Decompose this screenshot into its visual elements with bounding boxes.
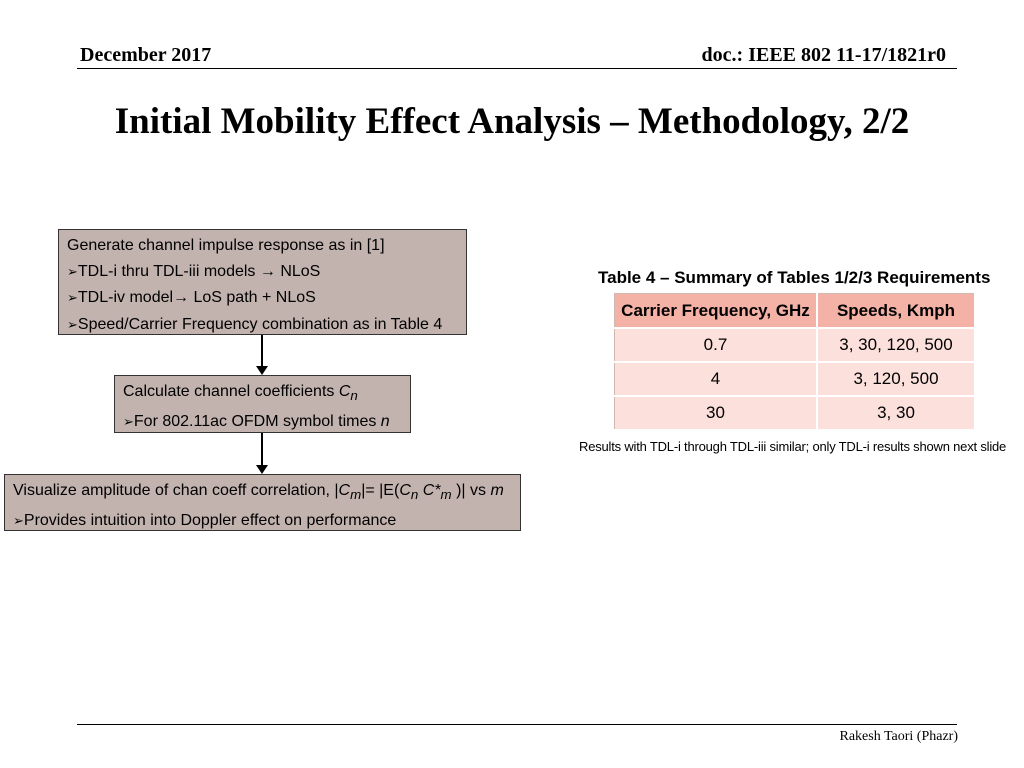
sub-n: n — [350, 388, 358, 404]
flow-box-calculate — [114, 375, 411, 433]
flow-box-visualize-line-1 — [13, 478, 512, 508]
flow-box-generate-line-3 — [67, 285, 458, 312]
cell-frequency: 0.7 — [615, 328, 818, 362]
bullet-arrow-icon: ➢ — [67, 264, 78, 280]
los-text: LoS path + NLoS — [189, 289, 316, 306]
cell-speeds: 3, 120, 500 — [817, 362, 975, 396]
sub-m-star: m — [440, 487, 452, 503]
arrow-head-icon — [256, 465, 268, 474]
tdl-models-text: TDL-i thru TDL-iii models → NLoS — [77, 262, 321, 280]
flow-arrow-2 — [261, 433, 263, 467]
table-title: Table 4 – Summary of Tables 1/2/3 Requirements — [598, 268, 991, 287]
table-row — [615, 396, 976, 430]
header-carrier-frequency: Carrier Frequency, GHz — [615, 294, 818, 329]
bullet-arrow-icon: ➢ — [13, 513, 24, 529]
bullet-arrow-icon: ➢ — [67, 317, 78, 333]
requirements-table — [614, 293, 976, 431]
right-arrow-icon: → — [173, 289, 190, 306]
var-c-star: C* — [418, 482, 441, 499]
table-row — [615, 328, 976, 362]
var-c-n: C — [399, 482, 411, 499]
arrow-head-icon — [256, 366, 268, 375]
calc-text: Calculate channel coefficients — [123, 383, 339, 400]
flow-box-generate-line-2 — [67, 259, 458, 286]
bullet-arrow-icon: ➢ — [123, 414, 134, 430]
flow-box-calculate-line-2 — [123, 409, 402, 436]
var-m: m — [490, 482, 504, 499]
flow-box-visualize — [4, 474, 521, 531]
ofdm-text: For 802.11ac OFDM symbol times — [133, 412, 381, 430]
var-n: n — [380, 412, 390, 430]
sub-m: m — [350, 487, 362, 503]
var-c-m: C — [338, 482, 351, 499]
vs-text: )| vs — [451, 482, 491, 499]
table-header-row — [615, 294, 976, 329]
speed-freq-text: Speed/Carrier Frequency combination as in Table 4 — [77, 315, 443, 333]
flow-box-calculate-line-1 — [123, 379, 402, 409]
footer-divider — [77, 724, 957, 725]
flow-arrow-1 — [261, 335, 263, 368]
slide-title: Initial Mobility Effect Analysis – Methodology, 2/2 — [114, 101, 910, 142]
flow-box-generate-line-1: Generate channel impulse response as in [1] — [67, 237, 385, 254]
sub-n: n — [410, 487, 419, 503]
header-speeds: Speeds, Kmph — [817, 294, 975, 329]
cell-frequency: 30 — [615, 396, 818, 430]
expectation-text: |= |E( — [361, 482, 400, 499]
header-date: December 2017 — [80, 44, 212, 66]
table-row — [615, 362, 976, 396]
cell-frequency: 4 — [615, 362, 818, 396]
flow-box-visualize-line-2 — [13, 508, 512, 535]
cell-speeds: 3, 30 — [817, 396, 975, 430]
flow-box-generate — [58, 229, 467, 335]
visualize-text: Visualize amplitude of chan coeff correlation, | — [13, 482, 339, 499]
var-c: C — [338, 383, 351, 400]
header-doc-id: doc.: IEEE 802 11-17/1821r0 — [701, 44, 946, 66]
results-note: Results with TDL-i through TDL-iii similar; only TDL-i results shown next slide — [579, 439, 1007, 454]
intuition-text: Provides intuition into Doppler effect on performance — [23, 511, 397, 529]
cell-speeds: 3, 30, 120, 500 — [817, 328, 975, 362]
header-divider — [77, 68, 957, 69]
footer-author: Rakesh Taori (Phazr) — [839, 729, 958, 744]
bullet-arrow-icon: ➢ — [67, 291, 78, 306]
tdl-iv-text: TDL-iv model — [77, 289, 174, 306]
